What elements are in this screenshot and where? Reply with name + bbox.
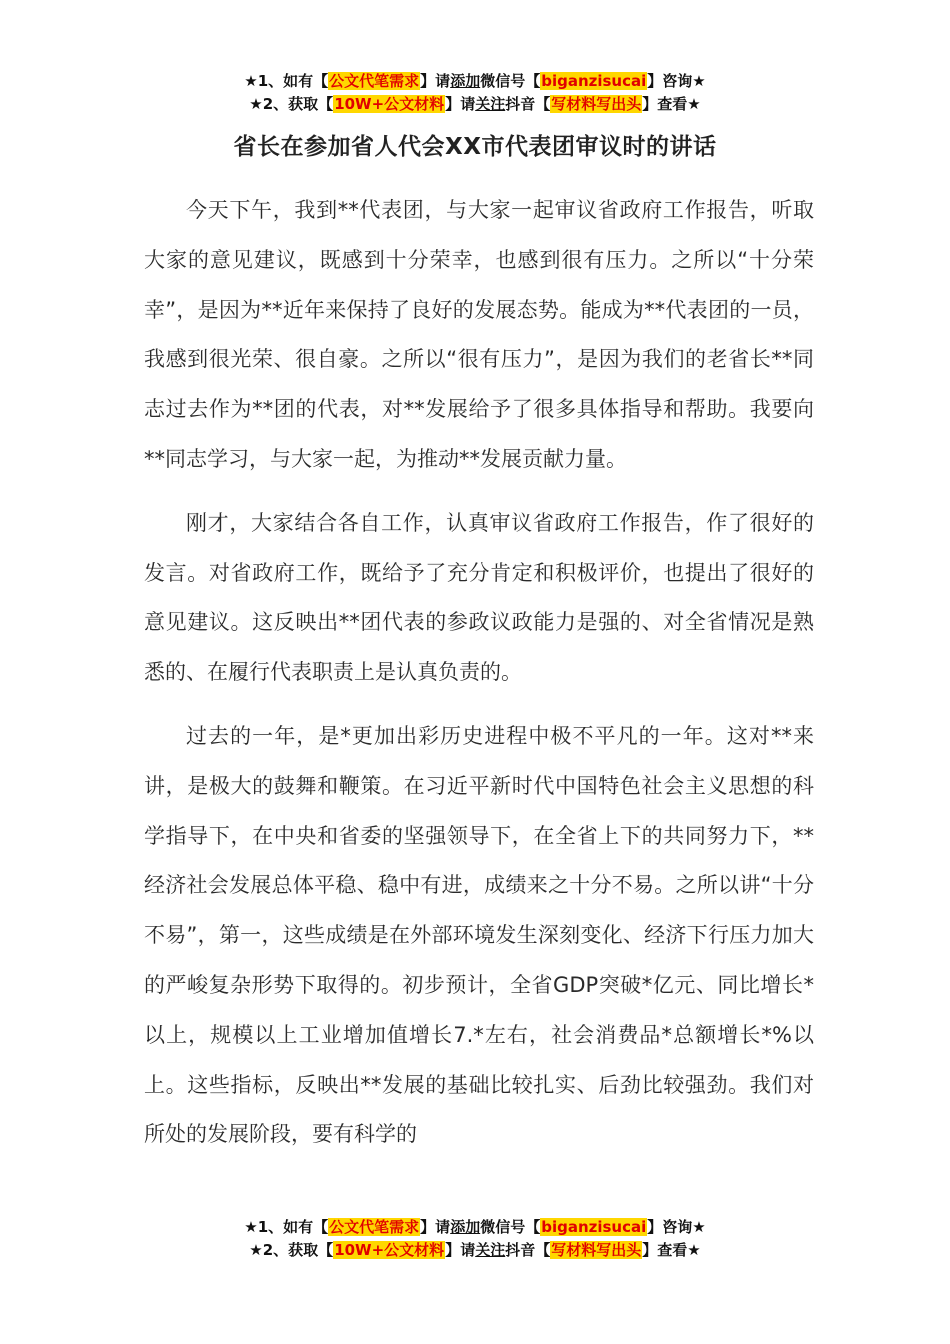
- banner-text: 】请: [445, 95, 476, 113]
- highlight-materials: 10W+公文材料: [334, 95, 445, 113]
- banner-text: ★2、获取【: [249, 1241, 334, 1259]
- banner-text: 抖音【: [505, 1241, 551, 1259]
- footer-banner: [0, 1216, 950, 1262]
- banner-text: 】咨询★: [647, 72, 706, 90]
- banner-text: 抖音【: [505, 95, 551, 113]
- banner-text: 】咨询★: [647, 1218, 706, 1236]
- highlight-douyin: 写材料写出头: [551, 95, 642, 113]
- underlined-text: 关注: [475, 1241, 506, 1259]
- banner-text: 微信号【: [480, 1218, 541, 1236]
- highlight-douyin: 写材料写出头: [551, 1241, 642, 1259]
- highlight-service: 公文代笔需求: [329, 72, 420, 90]
- banner-line-2: [0, 93, 950, 116]
- banner-text: ★1、如有【: [244, 72, 329, 90]
- document-body: [144, 186, 814, 1174]
- banner-text: 微信号【: [480, 72, 541, 90]
- underlined-text: 添加: [450, 72, 481, 90]
- banner-text: 】查看★: [642, 1241, 701, 1259]
- underlined-text: 关注: [475, 95, 506, 113]
- banner-text: 】请: [445, 1241, 476, 1259]
- banner-text: 】查看★: [642, 95, 701, 113]
- banner-line-2: [0, 1239, 950, 1262]
- paragraph: 刚才，大家结合各自工作，认真审议省政府工作报告，作了很好的发言。对省政府工作，既给予了充分肯定和积极评价，也提出了很好的意见建议。这反映出**团代表的参政议政能力是强的、对全省情况是熟悉的、在履行代表职责上是认真负责的。: [144, 510, 814, 685]
- highlight-service: 公文代笔需求: [329, 1218, 420, 1236]
- banner-text: 】请: [420, 72, 451, 90]
- header-banner: [0, 70, 950, 116]
- document-title: 省长在参加省人代会XX市代表团审议时的讲话: [233, 134, 717, 160]
- paragraph: 今天下午，我到**代表团，与大家一起审议省政府工作报告，听取大家的意见建议，既感到十分荣幸，也感到很有压力。之所以“十分荣幸”，是因为**近年来保持了良好的发展态势。能成为**代表团的一员，我感到很光荣、很自豪。之所以“很有压力”，是因为我们的老省长**同志过去作为**团的代表，对**发展给予了很多具体指导和帮助。我要向**同志学习，与大家一起，为推动**发展贡献力量。: [144, 198, 814, 471]
- paragraph: 过去的一年，是*更加出彩历史进程中极不平凡的一年。这对**来讲，是极大的鼓舞和鞭策。在习近平新时代中国特色社会主义思想的科学指导下，在中央和省委的坚强领导下，在全省上下的共同努力下，**经济社会发展总体平稳、稳中有进，成绩来之十分不易。之所以讲“十分不易”，第一，这些成绩是在外部环境发生深刻变化、经济下行压力加大的严峻复杂形势下取得的。初步预计，全省GDP突破*亿元、同比增长*以上，规模以上工业增加值增长7.*左右，社会消费品*总额增长*%以上。这些指标，反映出**发展的基础比较扎实、后劲比较强劲。我们对所处的发展阶段，要有科学的: [144, 723, 814, 1147]
- banner-line-1: [0, 1216, 950, 1239]
- banner-text: ★1、如有【: [244, 1218, 329, 1236]
- highlight-wechat-id: biganzisucai: [541, 72, 647, 90]
- banner-text: ★2、获取【: [249, 95, 334, 113]
- highlight-wechat-id: biganzisucai: [541, 1218, 647, 1236]
- highlight-materials: 10W+公文材料: [334, 1241, 445, 1259]
- banner-line-1: [0, 70, 950, 93]
- banner-text: 】请: [420, 1218, 451, 1236]
- underlined-text: 添加: [450, 1218, 481, 1236]
